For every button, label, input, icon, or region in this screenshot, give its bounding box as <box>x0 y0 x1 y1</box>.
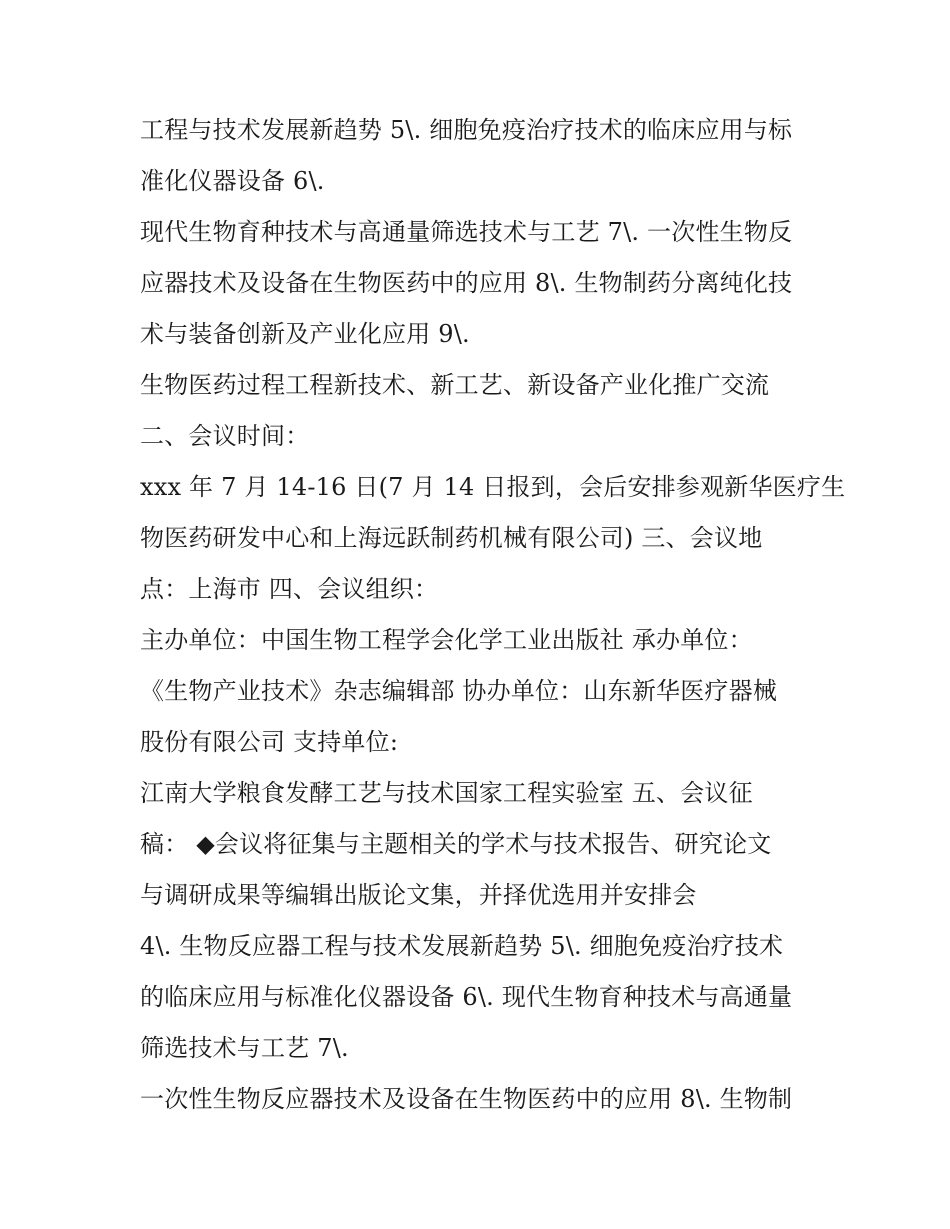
text-line: 术与装备创新及产业化应用 9\. <box>140 320 470 348</box>
text-line: 现代生物育种技术与高通量筛选技术与工艺 7\. 一次性生物反 <box>140 218 793 246</box>
text-line: 4\. 生物反应器工程与技术发展新趋势 5\. 细胞免疫治疗技术 <box>140 932 784 960</box>
text-line: 准化仪器设备 6\. <box>140 167 325 195</box>
text-line: 江南大学粮食发酵工艺与技术国家工程实验室 五、会议征 <box>140 779 753 807</box>
text-line: 与调研成果等编辑出版论文集，并择优选用并安排会 <box>140 881 697 909</box>
text-line: 《生物产业技术》杂志编辑部 协办单位：山东新华医疗器械 <box>140 677 778 705</box>
text-line: 点：上海市 四、会议组织： <box>140 575 439 603</box>
text-line: 稿： ◆会议将征集与主题相关的学术与技术报告、研究论文 <box>140 830 772 858</box>
text-line: xxx 年 7 月 14-16 日(7 月 14 日报到，会后安排参观新华医疗生 <box>140 473 846 501</box>
text-line: 物医药研发中心和上海远跃制药机械有限公司) 三、会议地 <box>140 524 763 552</box>
text-line: 一次性生物反应器技术及设备在生物医药中的应用 8\. 生物制 <box>140 1085 793 1113</box>
text-line: 生物医药过程工程新技术、新工艺、新设备产业化推广交流 <box>140 371 770 399</box>
text-line: 应器技术及设备在生物医药中的应用 8\. 生物制药分离纯化技 <box>140 269 793 297</box>
text-line: 的临床应用与标准化仪器设备 6\. 现代生物育种技术与高通量 <box>140 983 793 1011</box>
text-line: 主办单位：中国生物工程学会化学工业出版社 承办单位： <box>140 626 753 654</box>
document-body <box>140 105 846 1125</box>
text-line: 股份有限公司 支持单位: <box>140 728 399 756</box>
text-line: 工程与技术发展新趋势 5\. 细胞免疫治疗技术的临床应用与标 <box>140 116 793 144</box>
text-line: 筛选技术与工艺 7\. <box>140 1034 349 1062</box>
section-heading-meeting-time: 二、会议时间： <box>140 422 310 450</box>
